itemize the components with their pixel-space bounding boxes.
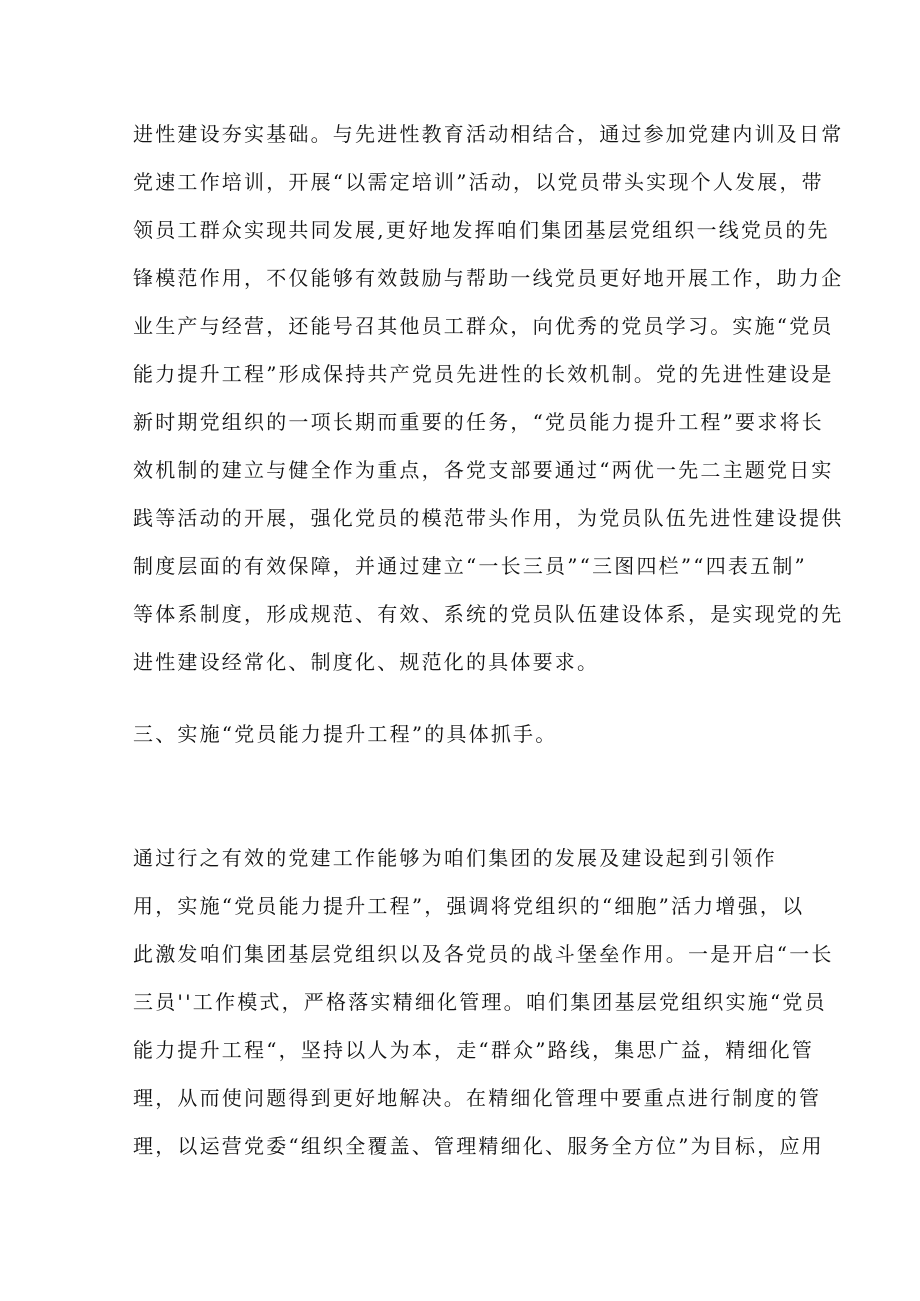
paragraph-line: 理，从而使问题得到更好地解决。在精细化管理中要重点进行制度的管 — [133, 1086, 822, 1110]
paragraph-line: 能力提升工程”形成保持共产党员先进性的长效机制。党的先进性建设是 — [133, 362, 834, 386]
paragraph-line: 新时期党组织的一项长期而重要的任务，“党员能力提升工程”要求将长 — [133, 410, 824, 434]
paragraph-line: 三员''工作模式，严格落实精细化管理。咱们集团基层党组织实施“党员 — [133, 990, 827, 1014]
paragraph-line: 践等活动的开展，强化党员的模范带头作用，为党员队伍先进性建设提供 — [133, 506, 844, 530]
paragraph-line: 制度层面的有效保障，并通过建立“一长三员”“三图四栏”“四表五制” — [133, 554, 807, 578]
paragraph-line: 此激发咱们集团基层党组织以及各党员的战斗堡垒作用。一是开启“一长 — [133, 942, 834, 966]
paragraph-line: 进性建设经常化、制度化、规范化的具体要求。 — [133, 650, 600, 674]
paragraph-line: 业生产与经营，还能号召其他员工群众，向优秀的党员学习。实施“党员 — [133, 314, 834, 338]
paragraph-2 — [133, 834, 834, 1170]
paragraph-1 — [133, 110, 844, 686]
paragraph-line: 锋模范作用，不仅能够有效鼓励与帮助一线党员更好地开展工作，助力企 — [133, 266, 844, 290]
paragraph-line: 能力提升工程“，坚持以人为本，走“群众”路线，集思广益，精细化管 — [133, 1038, 815, 1062]
paragraph-line: 效机制的建立与健全作为重点，各党支部要通过“两优一先二主题党日实 — [133, 458, 834, 482]
section-heading — [133, 710, 793, 758]
paragraph-line: 等体系制度，形成规范、有效、系统的党员队伍建设体系，是实现党的先 — [133, 602, 844, 626]
paragraph-line: 领员工群众实现共同发展,更好地发挥咱们集团基层党组织一线党员的先 — [133, 218, 830, 242]
section-heading-text: 三、实施“党员能力提升工程”的具体抓手。 — [133, 722, 558, 746]
paragraph-line: 进性建设夯实基础。与先进性教育活动相结合，通过参加党建内训及日常 — [133, 122, 844, 146]
paragraph-line: 党速工作培训，开展“以需定培训”活动，以党员带头实现个人发展，带 — [133, 170, 824, 194]
paragraph-line: 理，以运营党委“组织全覆盖、管理精细化、服务全方位”为目标，应用 — [133, 1134, 824, 1158]
paragraph-line: 用，实施“党员能力提升工程”，强调将党组织的“细胞”活力增强，以 — [133, 894, 805, 918]
paragraph-line: 通过行之有效的党建工作能够为咱们集团的发展及建设起到引领作 — [133, 846, 777, 870]
